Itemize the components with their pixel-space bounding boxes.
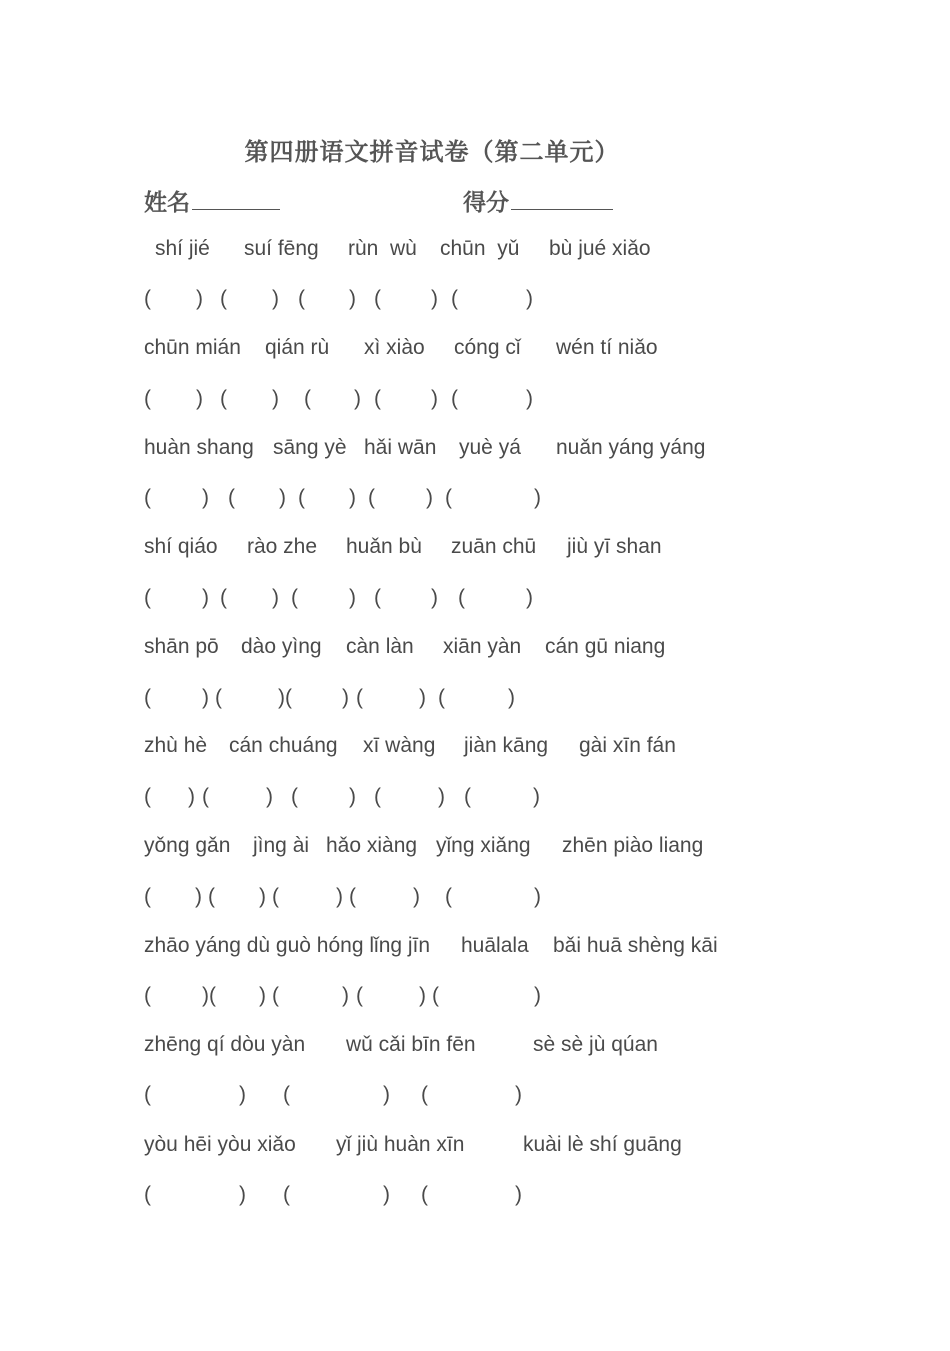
paren-open: ( (298, 486, 305, 509)
paren-open: ( (458, 586, 465, 609)
paren-open: ( (220, 287, 227, 310)
paren-open: ( (374, 287, 381, 310)
paren-close: ) (202, 686, 209, 709)
paren-close: ) (188, 785, 195, 808)
paren-close: ) (431, 287, 438, 310)
paren-open: ( (445, 486, 452, 509)
paren-open: ( (144, 686, 151, 709)
paren-close: ) (202, 984, 209, 1007)
pinyin-word: zhù hè (144, 734, 208, 757)
paren-open: ( (298, 287, 305, 310)
paren-close: ) (349, 486, 356, 509)
pinyin-word: xì xiào (364, 336, 425, 359)
paren-close: ) (515, 1183, 522, 1206)
paren-open: ( (349, 885, 356, 908)
paren-close: ) (259, 885, 266, 908)
paren-open: ( (464, 785, 471, 808)
paren-close: ) (278, 686, 285, 709)
paren-close: ) (508, 686, 515, 709)
pinyin-row-5 (0, 635, 950, 665)
paren-open: ( (215, 686, 222, 709)
pinyin-word: xī wàng (363, 734, 436, 757)
paren-open: ( (220, 586, 227, 609)
pinyin-word: jiàn kāng (464, 734, 549, 757)
answer-row-6[interactable] (0, 785, 950, 815)
pinyin-row-6 (0, 734, 950, 764)
pinyin-word: cán gū niang (545, 635, 666, 658)
paren-open: ( (272, 984, 279, 1007)
pinyin-row-8 (0, 934, 950, 964)
paren-open: ( (304, 387, 311, 410)
paren-close: ) (266, 785, 273, 808)
paren-close: ) (426, 486, 433, 509)
paren-open: ( (228, 486, 235, 509)
pinyin-word: rùn wù (348, 237, 417, 260)
paren-close: ) (526, 586, 533, 609)
paren-open: ( (144, 387, 151, 410)
answer-row-8[interactable] (0, 984, 950, 1014)
paren-close: ) (431, 387, 438, 410)
answer-row-10[interactable] (0, 1183, 950, 1213)
paren-open: ( (202, 785, 209, 808)
answer-row-4[interactable] (0, 586, 950, 616)
paren-close: ) (419, 686, 426, 709)
paren-open: ( (374, 586, 381, 609)
paren-open: ( (374, 387, 381, 410)
answer-row-2[interactable] (0, 387, 950, 417)
pinyin-word: dào yìng (241, 635, 322, 658)
pinyin-word: nuǎn yáng yáng (556, 436, 706, 459)
paren-close: ) (272, 287, 279, 310)
paren-close: ) (383, 1183, 390, 1206)
pinyin-word: chūn mián (144, 336, 241, 359)
pinyin-word: cóng cǐ (454, 336, 521, 359)
paren-open: ( (438, 686, 445, 709)
paren-close: ) (431, 586, 438, 609)
paren-close: ) (342, 686, 349, 709)
paren-close: ) (272, 586, 279, 609)
paren-close: ) (526, 387, 533, 410)
pinyin-word: bǎi huā shèng kāi (553, 934, 718, 957)
pinyin-word: shí jié (155, 237, 210, 260)
pinyin-word: sāng yè (273, 436, 347, 459)
paren-open: ( (144, 785, 151, 808)
pinyin-word: zuān chū (451, 535, 537, 558)
pinyin-word: jìng ài (253, 834, 310, 857)
answer-row-3[interactable] (0, 486, 950, 516)
paren-close: ) (259, 984, 266, 1007)
pinyin-word: chūn yǔ (440, 237, 520, 260)
pinyin-row-4 (0, 535, 950, 565)
paren-open: ( (208, 885, 215, 908)
paren-open: ( (445, 885, 452, 908)
pinyin-word: huǎn bù (346, 535, 422, 558)
pinyin-word: suí fēng (244, 237, 319, 260)
paren-open: ( (283, 1083, 290, 1106)
paren-close: ) (354, 387, 361, 410)
paren-open: ( (374, 785, 381, 808)
answer-row-7[interactable] (0, 885, 950, 915)
paren-open: ( (144, 586, 151, 609)
paren-open: ( (144, 486, 151, 509)
paren-close: ) (239, 1183, 246, 1206)
paren-open: ( (272, 885, 279, 908)
pinyin-row-10 (0, 1133, 950, 1163)
paren-close: ) (515, 1083, 522, 1106)
paren-open: ( (209, 984, 216, 1007)
paren-open: ( (356, 984, 363, 1007)
paren-close: ) (533, 785, 540, 808)
pinyin-word: wǔ cǎi bīn fēn (346, 1033, 476, 1056)
answer-row-5[interactable] (0, 686, 950, 716)
paren-open: ( (283, 1183, 290, 1206)
paren-close: ) (349, 287, 356, 310)
pinyin-word: càn làn (346, 635, 414, 658)
pinyin-word: huàn shang (144, 436, 254, 459)
pinyin-row-9 (0, 1033, 950, 1063)
pinyin-word: yòu hēi yòu xiǎo (144, 1133, 296, 1156)
paren-open: ( (421, 1083, 428, 1106)
paren-open: ( (220, 387, 227, 410)
pinyin-word: rào zhe (247, 535, 318, 558)
name-label: 姓名 (144, 189, 190, 216)
paren-close: ) (349, 586, 356, 609)
pinyin-row-2 (0, 336, 950, 366)
pinyin-word: cán chuáng (229, 734, 338, 757)
paren-close: ) (526, 287, 533, 310)
paren-close: ) (438, 785, 445, 808)
paren-close: ) (279, 486, 286, 509)
score-blank[interactable] (511, 185, 613, 210)
name-blank[interactable] (192, 185, 280, 210)
pinyin-word: zhāo yáng dù guò hóng lǐng jīn (144, 934, 431, 957)
pinyin-word: zhēng qí dòu yàn (144, 1033, 306, 1056)
pinyin-word: yǐ jiù huàn xīn (336, 1133, 465, 1156)
paren-open: ( (421, 1183, 428, 1206)
paren-close: ) (419, 984, 426, 1007)
score-label: 得分 (463, 189, 509, 216)
paren-open: ( (144, 885, 151, 908)
pinyin-word: shí qiáo (144, 535, 218, 558)
paren-close: ) (534, 486, 541, 509)
paren-close: ) (534, 984, 541, 1007)
paren-open: ( (291, 586, 298, 609)
pinyin-word: sè sè jù qúan (533, 1033, 658, 1056)
paren-open: ( (285, 686, 292, 709)
name-field (144, 184, 280, 217)
paren-close: ) (383, 1083, 390, 1106)
paren-close: ) (342, 984, 349, 1007)
pinyin-word: xiān yàn (443, 635, 522, 658)
paren-open: ( (144, 287, 151, 310)
pinyin-word: hǎi wān (364, 436, 437, 459)
paren-open: ( (144, 1183, 151, 1206)
pinyin-word: gài xīn fán (579, 734, 676, 757)
paren-close: ) (239, 1083, 246, 1106)
paren-close: ) (272, 387, 279, 410)
pinyin-word: kuài lè shí guāng (523, 1133, 682, 1156)
paren-open: ( (291, 785, 298, 808)
pinyin-word: yuè yá (459, 436, 521, 459)
paren-close: ) (195, 885, 202, 908)
answer-row-9[interactable] (0, 1083, 950, 1113)
pinyin-word: qián rù (265, 336, 330, 359)
pinyin-row-1 (0, 237, 950, 267)
pinyin-word: hǎo xiàng (326, 834, 418, 857)
pinyin-word: wén tí niǎo (556, 336, 658, 359)
pinyin-word: huālala (461, 934, 529, 957)
paren-close: ) (534, 885, 541, 908)
paren-close: ) (196, 387, 203, 410)
paren-close: ) (336, 885, 343, 908)
paren-close: ) (196, 287, 203, 310)
pinyin-row-3 (0, 436, 950, 466)
paren-open: ( (451, 387, 458, 410)
paren-open: ( (144, 1083, 151, 1106)
score-field (463, 184, 613, 217)
paren-open: ( (451, 287, 458, 310)
paren-open: ( (144, 984, 151, 1007)
paren-open: ( (368, 486, 375, 509)
pinyin-word: shān pō (144, 635, 219, 658)
pinyin-word: jiù yī shan (567, 535, 662, 558)
paren-close: ) (349, 785, 356, 808)
paren-close: ) (202, 586, 209, 609)
pinyin-word: bù jué xiǎo (549, 237, 651, 260)
answer-row-1[interactable] (0, 287, 950, 317)
pinyin-row-7 (0, 834, 950, 864)
pinyin-word: zhēn piào liang (562, 834, 704, 857)
paren-open: ( (356, 686, 363, 709)
paren-open: ( (432, 984, 439, 1007)
paren-close: ) (202, 486, 209, 509)
page-title: 第四册语文拼音试卷（第二单元） (244, 137, 620, 166)
paren-close: ) (413, 885, 420, 908)
pinyin-word: yǒng gǎn (144, 834, 231, 857)
pinyin-word: yǐng xiǎng (436, 834, 531, 857)
